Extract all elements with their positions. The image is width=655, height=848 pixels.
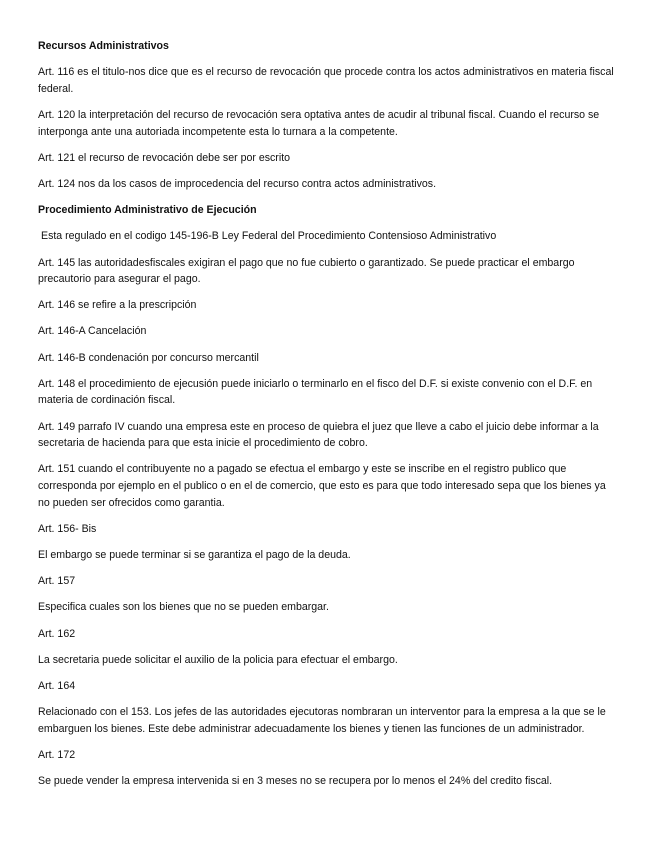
paragraph-art-172: Art. 172 xyxy=(38,748,76,761)
paragraph-art-145: Art. 145 las autoridadesfiscales exigiran el pago que no fue cubierto o garantizado. Se puede practicar el embargo precautorio para asegurar el pago. xyxy=(38,256,575,286)
paragraph-art-120: Art. 120 la interpretación del recurso de revocación sera optativa antes de acudir al tribunal fiscal. Cuando el recurso se interponga ante una autoriada incompetente esta lo turnara a la competente. xyxy=(38,108,600,138)
paragraph-art-164: Art. 164 xyxy=(38,679,76,692)
paragraph-embargo-terminar: El embargo se puede terminar si se garantiza el pago de la deuda. xyxy=(38,548,351,561)
paragraph-art-146: Art. 146 se refire a la prescripción xyxy=(38,299,197,312)
paragraph-art-116: Art. 116 es el titulo-nos dice que es el recurso de revocación que procede contra los actos administrativos en materia fiscal federal. xyxy=(38,66,614,95)
paragraph-art-151: Art. 151 cuando el contribuyente no a pagado se efectua el embargo y este se inscribe en el registro publico que corresponda por ejemplo en el publico o en el de comercio, que esto es para que todo interesado sepa que los bienes ya no pueden ser ofrecidos como garantia. xyxy=(38,463,606,509)
paragraph-art-146a: Art. 146-A Cancelación xyxy=(38,325,147,338)
section-heading-procedimiento: Procedimiento Administrativo de Ejecución xyxy=(38,204,257,217)
paragraph-art-124: Art. 124 nos da los casos de improcedencia del recurso contra actos administrativos. xyxy=(38,177,437,190)
paragraph-relacionado: Relacionado con el 153. Los jefes de las autoridades ejecutoras nombraran un interventor para la empresa a la que se le embarguen los bienes. Este debe administrar adecuadamente los bienes y tienen las funciones de un administrador. xyxy=(38,706,606,735)
paragraph-art-146b: Art. 146-B condenación por concurso mercantil xyxy=(38,351,259,364)
paragraph-art-156-bis: Art. 156- Bis xyxy=(38,522,97,535)
paragraph-art-162: Art. 162 xyxy=(38,627,76,640)
section-heading-recursos: Recursos Administrativos xyxy=(38,40,169,52)
paragraph-vender: Se puede vender la empresa intervenida si en 3 meses no se recupera por lo menos el 24% del credito fiscal. xyxy=(38,775,553,788)
paragraph-art-148: Art. 148 el procedimiento de ejecusión puede iniciarlo o terminarlo en el fisco del D.F. si existe convenio con el D.F. en materia de cordinación fiscal. xyxy=(38,377,593,407)
paragraph-art-149: Art. 149 parrafo IV cuando una empresa este en proceso de quiebra el juez que lleve a cabo el juicio debe informar a la secretaria de hacienda para que esta inicie el procedimiento de cobro. xyxy=(38,420,599,450)
paragraph-art-121: Art. 121 el recurso de revocación debe ser por escrito xyxy=(38,151,291,164)
document-page xyxy=(38,38,620,799)
paragraph-especifica: Especifica cuales son los bienes que no se pueden embargar. xyxy=(38,601,329,614)
paragraph-regulado: Esta regulado en el codigo 145-196-B Ley Federal del Procedimiento Contensioso Administrativo xyxy=(41,230,497,243)
paragraph-secretaria: La secretaria puede solicitar el auxilio de la policia para efectuar el embargo. xyxy=(38,653,398,666)
paragraph-art-157: Art. 157 xyxy=(38,575,76,588)
